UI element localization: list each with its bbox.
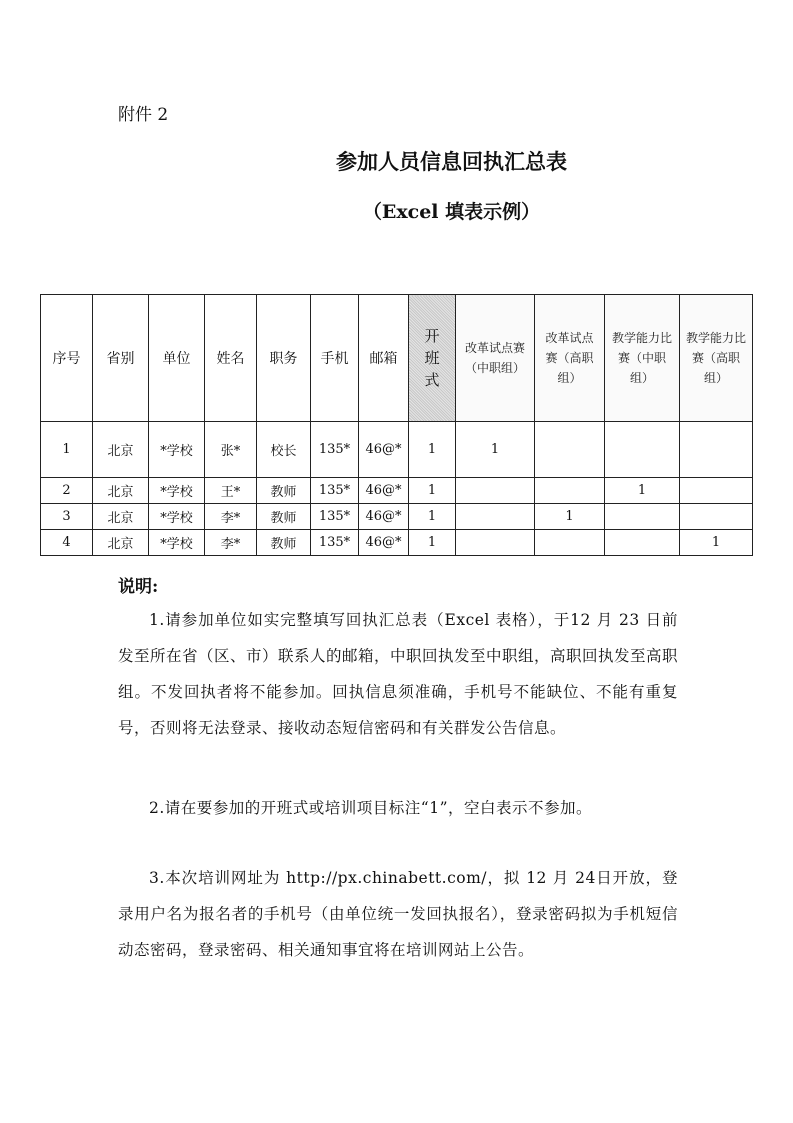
cell-reform-higher (535, 478, 605, 504)
header-position: 职务 (257, 295, 311, 422)
cell-opening: 1 (409, 504, 456, 530)
table-header-row (41, 295, 753, 422)
cell-province: 北京 (93, 530, 149, 556)
cell-name: 张* (205, 422, 257, 478)
cell-reform-higher: 1 (535, 504, 605, 530)
cell-email: 46@* (359, 478, 409, 504)
header-email: 邮箱 (359, 295, 409, 422)
document-subtitle: （Excel 填表示例） (362, 201, 541, 223)
cell-unit: *学校 (149, 422, 205, 478)
cell-unit: *学校 (149, 478, 205, 504)
note-item-3: 3.本次培训网址为 http://px.chinabett.com/，拟 12 月 24日开放，登录用户名为报名者的手机号（由单位统一发回执报名），登录密码拟为手机短信动态密码，登录密码、相关通知事宜将在培训网站上公告。 (118, 869, 678, 959)
cell-email: 46@* (359, 530, 409, 556)
participant-table (40, 294, 753, 556)
cell-teaching-higher (680, 478, 753, 504)
header-province: 省别 (93, 295, 149, 422)
cell-name: 李* (205, 530, 257, 556)
cell-name: 王* (205, 478, 257, 504)
cell-reform-secondary: 1 (456, 422, 535, 478)
table-row (41, 422, 753, 478)
cell-email: 46@* (359, 422, 409, 478)
cell-index: 3 (41, 504, 93, 530)
note-item-2: 2.请在要参加的开班式或培训项目标注“1”，空白表示不参加。 (149, 799, 593, 817)
cell-province: 北京 (93, 504, 149, 530)
cell-teaching-secondary (605, 530, 680, 556)
cell-reform-secondary (456, 504, 535, 530)
cell-teaching-secondary (605, 504, 680, 530)
header-teaching-higher: 教学能力比赛（高职组） (680, 295, 753, 422)
notes-section (118, 572, 679, 959)
header-unit: 单位 (149, 295, 205, 422)
cell-phone: 135* (311, 422, 359, 478)
header-index: 序号 (41, 295, 93, 422)
header-reform-pilot-secondary: 改革试点赛（中职组） (456, 295, 535, 422)
note-item-1: 1.请参加单位如实完整填写回执汇总表（Excel 表格），于12 月 23 日前发至所在省（区、市）联系人的邮箱，中职回执发至中职组，高职回执发至高职组。不发回执者将不能参加。回执信息须准确，手机号不能缺位、不能有重复号，否则将无法登录、接收动态短信密码和有关群发公告信息。 (118, 611, 679, 737)
cell-reform-higher (535, 422, 605, 478)
cell-position: 校长 (257, 422, 311, 478)
cell-index: 2 (41, 478, 93, 504)
cell-province: 北京 (93, 478, 149, 504)
cell-teaching-secondary: 1 (605, 478, 680, 504)
cell-teaching-higher: 1 (680, 530, 753, 556)
header-teaching-secondary: 教学能力比赛（中职组） (605, 295, 680, 422)
cell-position: 教师 (257, 530, 311, 556)
cell-province: 北京 (93, 422, 149, 478)
attachment-label: 附件 2 (118, 105, 169, 125)
cell-teaching-higher (680, 422, 753, 478)
cell-name: 李* (205, 504, 257, 530)
cell-teaching-higher (680, 504, 753, 530)
cell-phone: 135* (311, 504, 359, 530)
cell-index: 4 (41, 530, 93, 556)
cell-reform-secondary (456, 530, 535, 556)
cell-unit: *学校 (149, 504, 205, 530)
table-row (41, 504, 753, 530)
cell-email: 46@* (359, 504, 409, 530)
header-opening-ceremony: 开班式 (409, 295, 456, 422)
cell-opening: 1 (409, 422, 456, 478)
document-title: 参加人员信息回执汇总表 (336, 149, 567, 174)
header-name: 姓名 (205, 295, 257, 422)
cell-position: 教师 (257, 478, 311, 504)
table-row (41, 530, 753, 556)
cell-opening: 1 (409, 478, 456, 504)
header-reform-pilot-higher: 改革试点赛（高职组） (535, 295, 605, 422)
cell-phone: 135* (311, 530, 359, 556)
table-row (41, 478, 753, 504)
cell-position: 教师 (257, 504, 311, 530)
cell-opening: 1 (409, 530, 456, 556)
cell-reform-secondary (456, 478, 535, 504)
cell-teaching-secondary (605, 422, 680, 478)
notes-title: 说明: (118, 577, 159, 597)
cell-index: 1 (41, 422, 93, 478)
cell-reform-higher (535, 530, 605, 556)
cell-phone: 135* (311, 478, 359, 504)
cell-unit: *学校 (149, 530, 205, 556)
header-phone: 手机 (311, 295, 359, 422)
